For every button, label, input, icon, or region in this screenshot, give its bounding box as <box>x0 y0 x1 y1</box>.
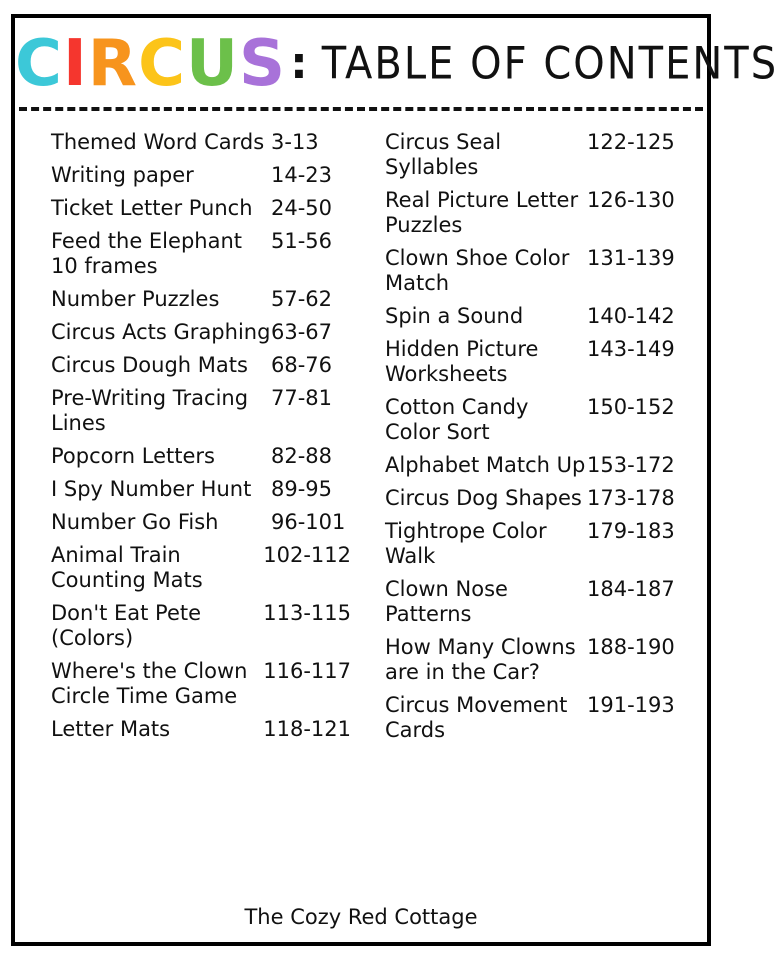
right-contents-column <box>385 130 685 751</box>
title-letter: I <box>62 27 88 101</box>
entry-page-range: 51-56 <box>271 229 333 253</box>
entry-title: Where's the Clown Circle Time Game <box>51 659 248 708</box>
contents-entry <box>385 130 685 180</box>
left-contents-column <box>51 130 351 750</box>
entry-title: Circus Seal Syllables <box>385 130 502 179</box>
contents-entry <box>385 395 685 445</box>
entry-page-range: 113-115 <box>263 601 351 625</box>
table-of-contents-heading: TABLE OF CONTENTS <box>321 38 778 90</box>
title-letter: C <box>138 27 187 101</box>
contents-entry <box>51 130 351 155</box>
contents-entry <box>51 229 351 279</box>
entry-page-range: 57-62 <box>271 287 333 311</box>
entry-page-range: 122-125 <box>587 130 675 154</box>
entry-title: Clown Shoe Color Match <box>385 246 570 295</box>
contents-entry <box>51 287 351 312</box>
contents-entry <box>51 601 351 651</box>
title-letter: U <box>186 27 239 101</box>
contents-entry <box>51 543 351 593</box>
contents-entry <box>385 577 685 627</box>
title-letter: C <box>15 27 63 101</box>
entry-title: Number Puzzles <box>51 287 220 311</box>
contents-entry <box>51 196 351 221</box>
entry-page-range: 150-152 <box>587 395 675 419</box>
entry-title: Alphabet Match Up <box>385 453 586 477</box>
entry-page-range: 116-117 <box>263 659 351 683</box>
entry-title: Circus Movement Cards <box>385 693 568 742</box>
contents-entry <box>385 304 685 329</box>
entry-page-range: 89-95 <box>271 477 333 501</box>
contents-entry <box>385 337 685 387</box>
contents-entry <box>51 386 351 436</box>
entry-page-range: 179-183 <box>587 519 675 543</box>
contents-entry <box>385 246 685 296</box>
entry-page-range: 24-50 <box>271 196 333 220</box>
entry-page-range: 118-121 <box>263 717 351 741</box>
entry-title: Letter Mats <box>51 717 171 741</box>
contents-entry <box>385 693 685 743</box>
title-letter: S <box>239 27 287 101</box>
contents-entry <box>51 444 351 469</box>
contents-entry <box>51 320 351 345</box>
entry-title: Tightrope Color Walk <box>385 519 547 568</box>
entry-title: I Spy Number Hunt <box>51 477 252 501</box>
contents-entry <box>51 353 351 378</box>
footer-credit: The Cozy Red Cottage <box>244 905 478 929</box>
entry-title: Clown Nose Patterns <box>385 577 508 626</box>
entry-title: Real Picture Letter Puzzles <box>385 188 579 237</box>
entry-title: Writing paper <box>51 163 194 187</box>
contents-entry <box>51 659 351 709</box>
entry-title: Number Go Fish <box>51 510 219 534</box>
entry-page-range: 82-88 <box>271 444 333 468</box>
entry-title: Animal Train Counting Mats <box>51 543 203 592</box>
contents-entry <box>51 717 351 742</box>
contents-entry <box>51 510 351 535</box>
entry-title: Pre-Writing Tracing Lines <box>51 386 249 435</box>
table-of-contents-page <box>11 14 778 946</box>
entry-page-range: 143-149 <box>587 337 675 361</box>
entry-title: Ticket Letter Punch <box>51 196 253 220</box>
entry-title: Circus Acts Graphing <box>51 320 271 344</box>
entry-title: Don't Eat Pete (Colors) <box>51 601 202 650</box>
entry-title: Cotton Candy Color Sort <box>385 395 529 444</box>
entry-title: Feed the Elephant 10 frames <box>51 229 242 278</box>
dashed-divider <box>19 107 703 111</box>
page-header <box>15 18 778 106</box>
entry-page-range: 77-81 <box>271 386 333 410</box>
entry-title: Circus Dough Mats <box>51 353 248 377</box>
page-title <box>15 27 778 101</box>
entry-page-range: 96-101 <box>271 510 346 534</box>
title-letter: R <box>87 27 139 101</box>
entry-title: Themed Word Cards <box>51 130 265 154</box>
entry-page-range: 102-112 <box>263 543 351 567</box>
circus-title-word <box>15 27 287 101</box>
entry-page-range: 184-187 <box>587 577 675 601</box>
contents-entry <box>51 477 351 502</box>
contents-entry <box>385 453 685 478</box>
contents-entry <box>385 519 685 569</box>
entry-page-range: 3-13 <box>271 130 319 154</box>
entry-page-range: 14-23 <box>271 163 333 187</box>
entry-page-range: 131-139 <box>587 246 675 270</box>
contents-entry <box>385 188 685 238</box>
entry-title: Popcorn Letters <box>51 444 215 468</box>
contents-entry <box>385 486 685 511</box>
entry-page-range: 68-76 <box>271 353 333 377</box>
entry-page-range: 153-172 <box>587 453 675 477</box>
entry-page-range: 140-142 <box>587 304 675 328</box>
entry-title: Spin a Sound <box>385 304 524 328</box>
entry-page-range: 63-67 <box>271 320 333 344</box>
title-colon: : <box>290 38 308 89</box>
entry-page-range: 191-193 <box>587 693 675 717</box>
entry-page-range: 126-130 <box>587 188 675 212</box>
entry-title: How Many Clowns are in the Car? <box>385 635 576 684</box>
entry-page-range: 188-190 <box>587 635 675 659</box>
contents-entry <box>385 635 685 685</box>
entry-title: Circus Dog Shapes <box>385 486 582 510</box>
contents-entry <box>51 163 351 188</box>
entry-page-range: 173-178 <box>587 486 675 510</box>
entry-title: Hidden Picture Worksheets <box>385 337 539 386</box>
